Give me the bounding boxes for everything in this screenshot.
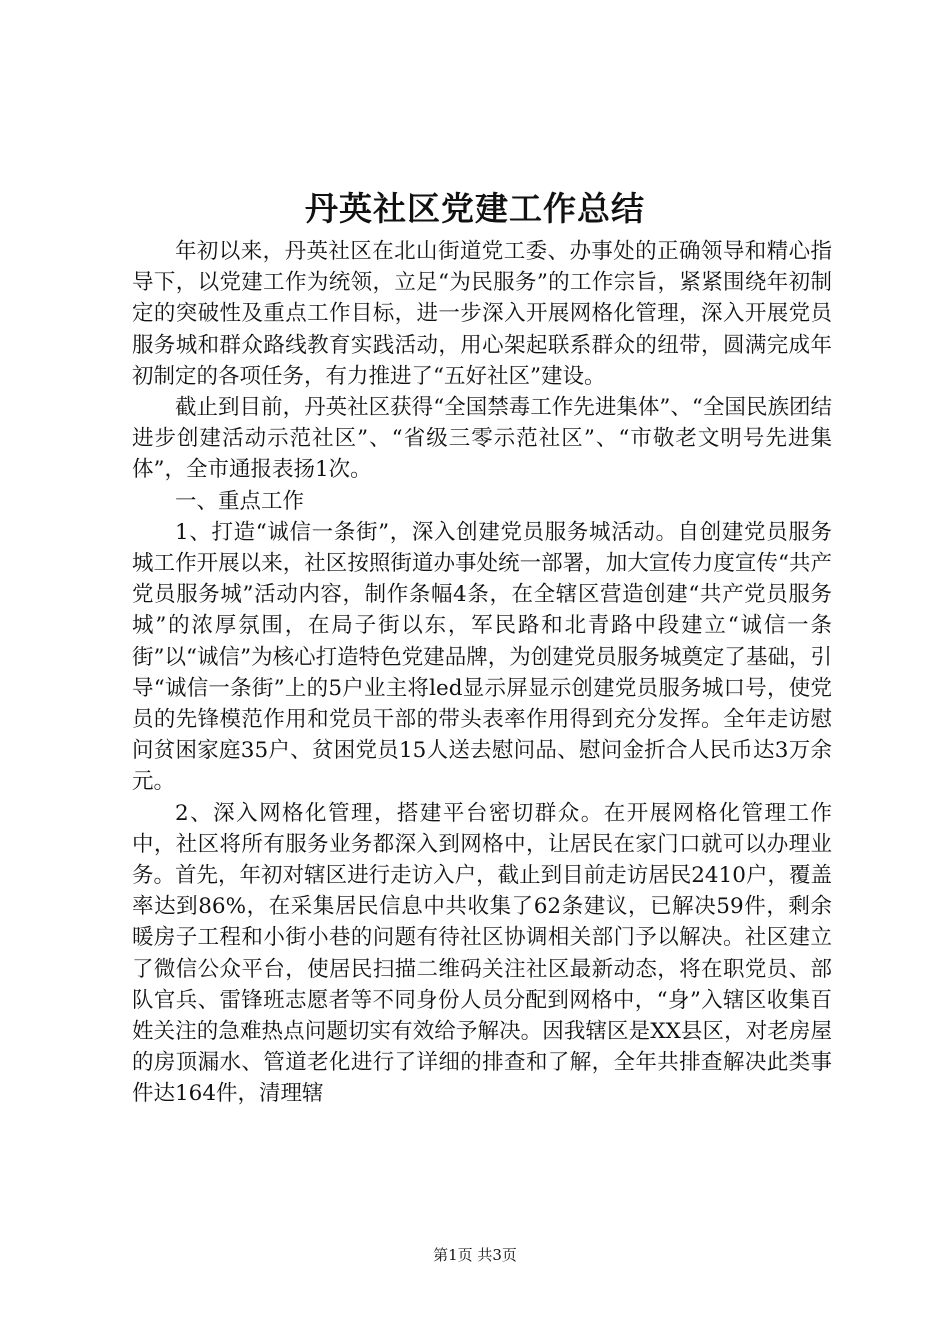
document-body <box>132 236 832 1110</box>
page-number-footer: 第1页 共3页 <box>433 1246 517 1264</box>
paragraph-intro: 年初以来，丹英社区在北山街道党工委、办事处的正确领导和精心指导下，以党建工作为统领，立足“为民服务”的工作宗旨，紧紧围绕年初制定的突破性及重点工作目标，进一步深入开展网格化管理，深入开展党员服务城和群众路线教育实践活动，用心架起联系群众的纽带，圆满完成年初制定的各项任务，有力推进了“五好社区”建设。 <box>132 239 832 389</box>
document-title: 丹英社区党建工作总结 <box>305 189 645 228</box>
section-heading: 一、重点工作 <box>175 488 305 514</box>
paragraph-honors: 截止到目前，丹英社区获得“全国禁毒工作先进集体”、“全国民族团结进步创建活动示范社区”、“省级三零示范社区”、“市敬老文明号先进集体”，全市通报表扬1次。 <box>132 395 832 483</box>
paragraph-item-2: 2、深入网格化管理，搭建平台密切群众。在开展网格化管理工作中，社区将所有服务业务都深入到网格中，让居民在家门口就可以办理业务。首先，年初对辖区进行走访入户，截止到目前走访居民2410户，覆盖率达到86%，在采集居民信息中共收集了62条建议，已解决59件，剩余暖房子工程和小街小巷的问题有待社区协调相关部门予以解决。社区建立了微信公众平台，使居民扫描二维码关注社区最新动态，将在职党员、部队官兵、雷锋班志愿者等不同身份人员分配到网格中，“身”入辖区收集百姓关注的急难热点问题切实有效给予解决。因我辖区是XX县区，对老房屋的房顶漏水、管道老化进行了详细的排查和了解，全年共排查解决此类事件达164件，清理辖 <box>132 800 832 1107</box>
paragraph-item-1: 1、打造“诚信一条街”，深入创建党员服务城活动。自创建党员服务城工作开展以来，社区按照街道办事处统一部署，加大宣传力度宣传“共产党员服务城”活动内容，制作条幅4条，在全辖区营造创建“共产党员服务城”的浓厚氛围，在局子街以东，军民路和北青路中段建立“诚信一条街”以“诚信”为核心打造特色党建品牌，为创建党员服务城奠定了基础，引导“诚信一条街”上的5户业主将led显示屏显示创建党员服务城口号，使党员的先锋模范作用和党员干部的带头表率作用得到充分发挥。全年走访慰问贫困家庭35户、贫困党员15人送去慰问品、慰问金折合人民币达3万余元。 <box>132 519 832 795</box>
